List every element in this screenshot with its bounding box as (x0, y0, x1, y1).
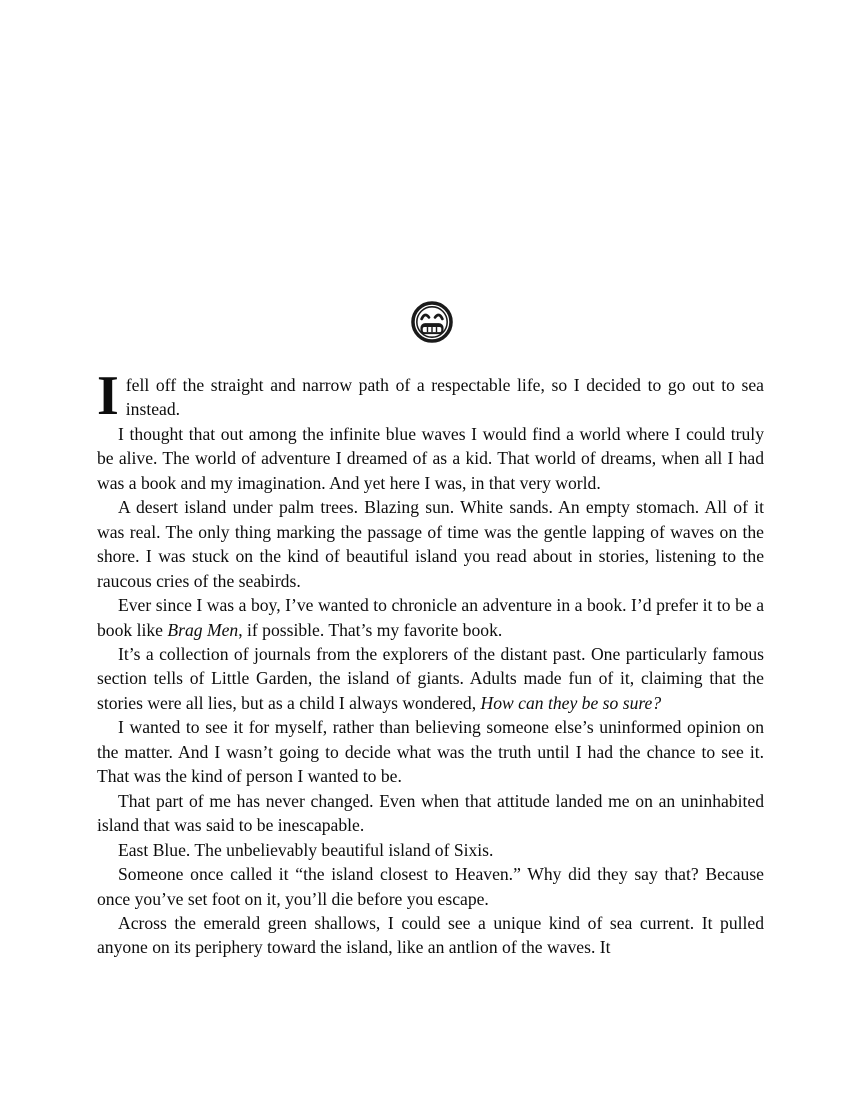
paragraph (97, 715, 764, 788)
paragraphs-container (97, 422, 764, 960)
text-segment: , if possible. That’s my favorite book. (238, 619, 503, 640)
paragraph (97, 838, 764, 862)
text-segment: East Blue. The unbelievably beautiful island of Sixis. (118, 839, 494, 860)
opening-paragraph (97, 365, 764, 427)
text-segment: Brag Men (167, 619, 239, 640)
text-segment: I wanted to see it for myself, rather than believing someone else’s uninformed opinion on the matter. And I wasn’t going to decide what was the truth until I had the chance to see it. That was the kind of person I wanted to be. (97, 717, 764, 787)
text-segment: fell off the straight and narrow path of a respectable life, so I decided to go out to sea instead. (125, 375, 764, 420)
paragraph (97, 495, 764, 593)
paragraph (97, 642, 764, 715)
text-segment: Ever since I was a boy, I’ve wanted to chronicle an adventure in a book. I’d prefer it to be a book like (97, 595, 764, 640)
paragraph (97, 422, 764, 495)
text-segment: That part of me has never changed. Even when that attitude landed me on an uninhabited island that was said to be inescapable. (97, 790, 764, 836)
paragraph (97, 911, 764, 960)
paragraph (97, 593, 764, 642)
text-segment: Across the emerald green shallows, I could see a unique kind of sea current. It pulled anyone on its periphery toward the island, like an antlion of the waves. It (97, 912, 764, 958)
paragraph (97, 789, 764, 838)
text-segment: Someone once called it “the island closest to Heaven.” Why did they say that? Because once you’ve set foot on it, you’ll die before you escape. (97, 864, 764, 909)
text-segment: It’s a collection of journals from the explorers of the distant past. One particularly famous section tells of Little Garden, the island of giants. Adults made fun of it, claiming that the stories were all lies, but as a child I always wondered, (97, 643, 764, 713)
paragraph (97, 862, 764, 911)
text-segment: I thought that out among the infinite blue waves I would find a world where I could truly be alive. The world of adventure I dreamed of as a kid. That world of dreams, when all I had was a book and my imagination. And yet here I was, in that very world. (97, 423, 764, 493)
crying-face-emblem-icon (410, 300, 454, 344)
drop-cap: I (97, 365, 119, 427)
text-segment: How can they be so sure? (480, 692, 662, 713)
text-segment: A desert island under palm trees. Blazing sun. White sands. An empty stomach. All of it was real. The only thing marking the passage of time was the gentle lapping of waves on the shore. I was stuck on the kind of beautiful island you read about in stories, listening to the raucous cries of the seabirds. (97, 497, 764, 591)
opening-paragraph-text (126, 375, 764, 419)
body-text (97, 365, 764, 960)
chapter-ornament (0, 300, 864, 349)
